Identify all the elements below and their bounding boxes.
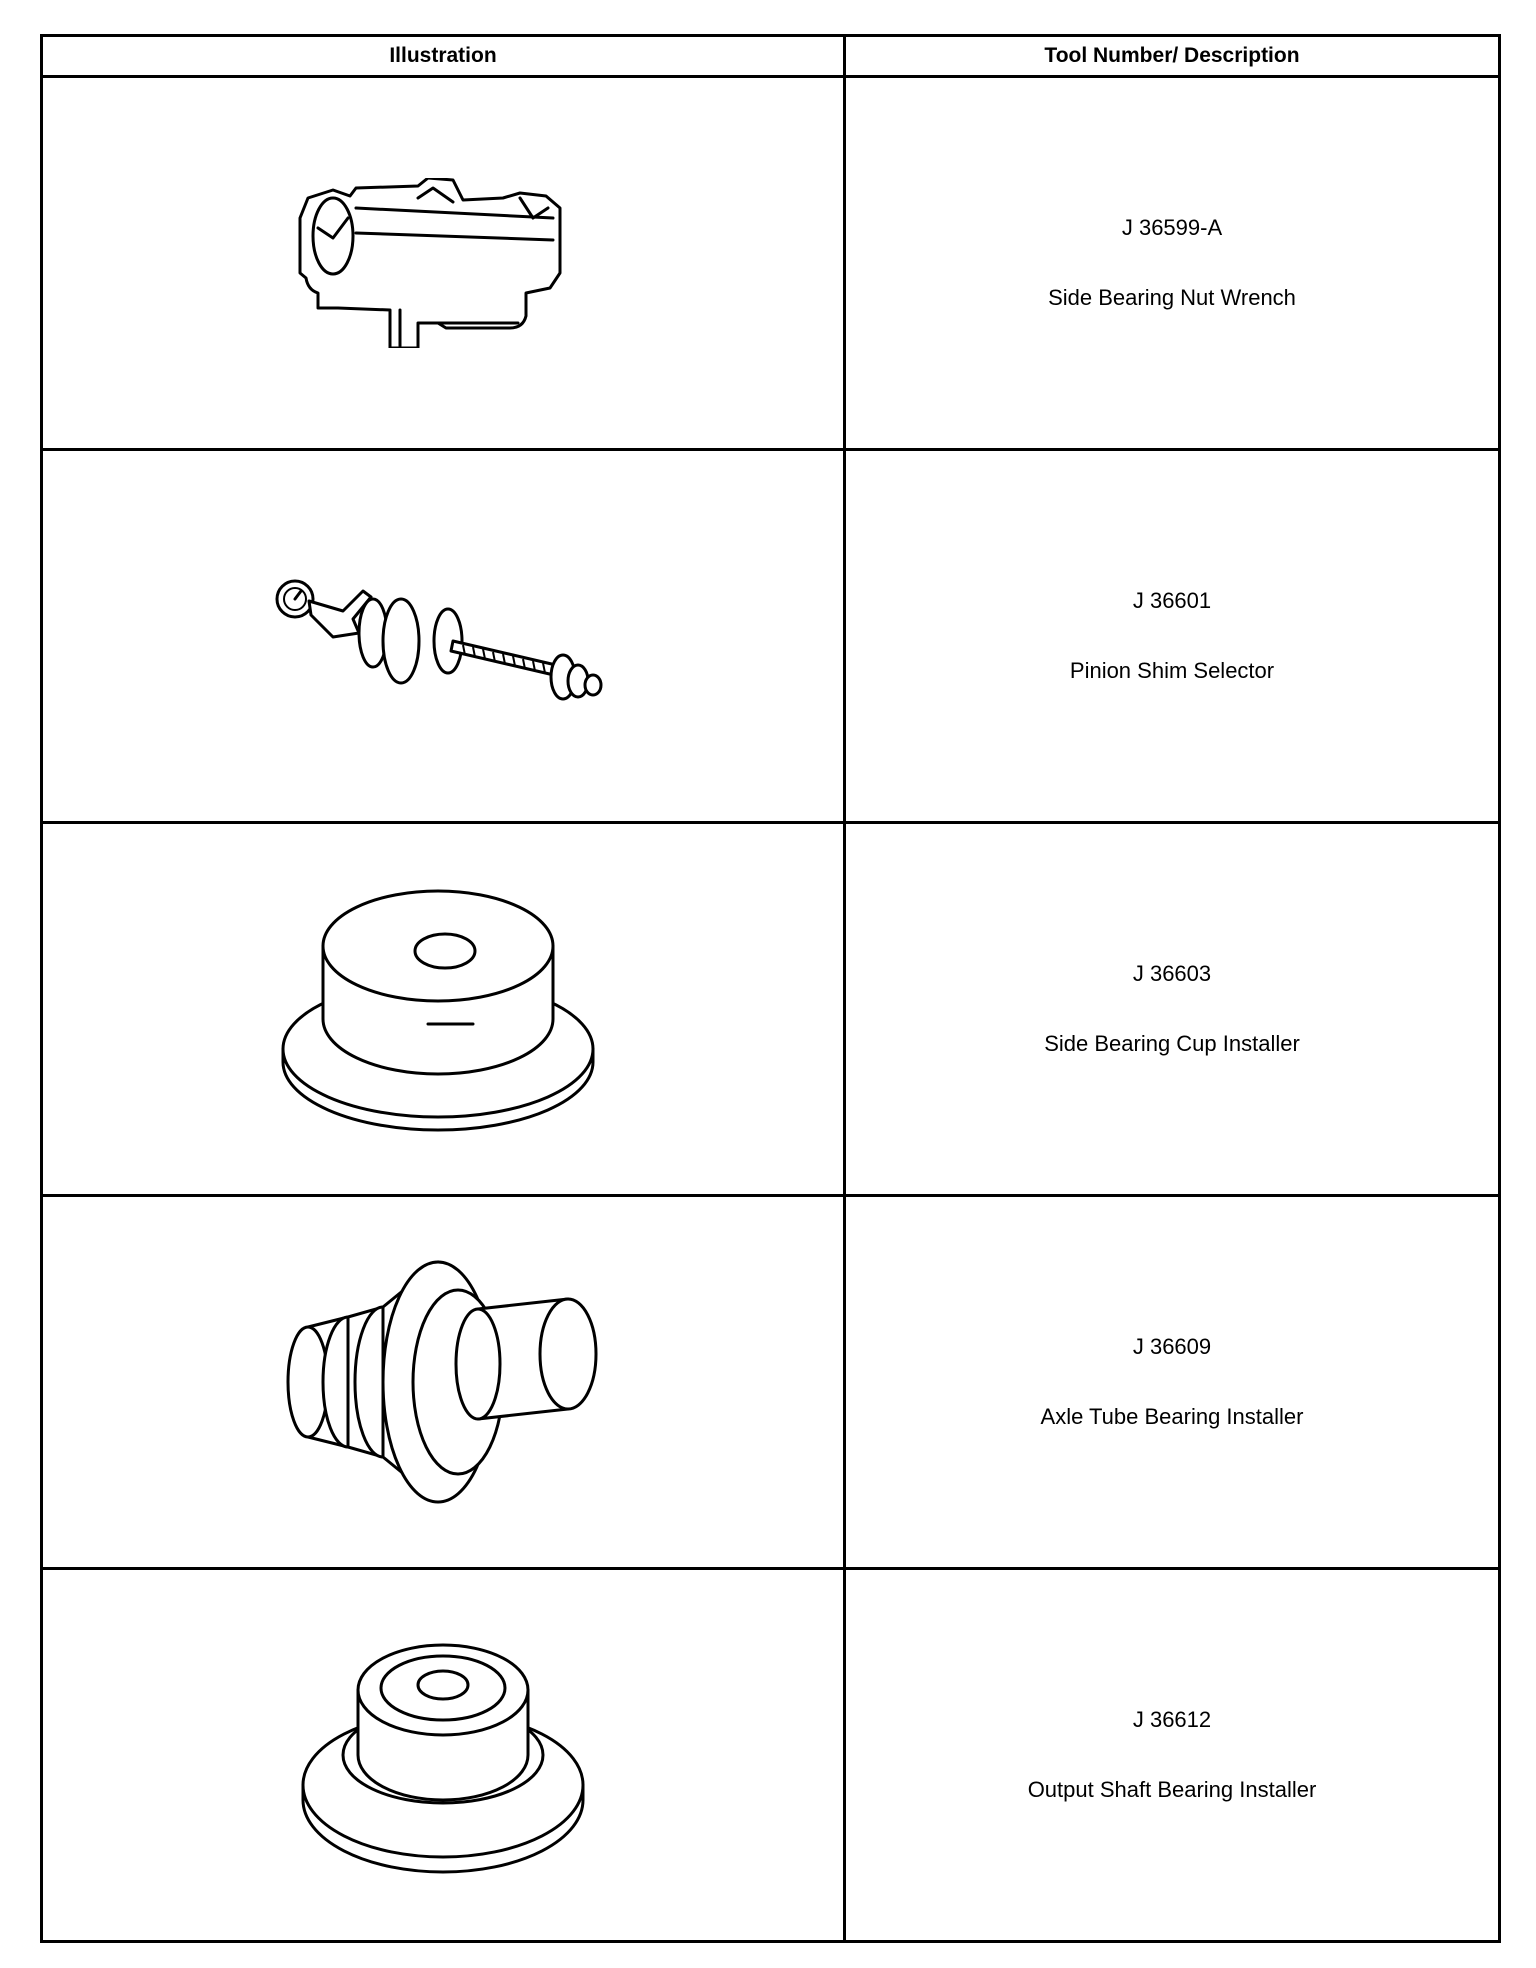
header-illustration: Illustration bbox=[42, 36, 845, 77]
tool-description: Output Shaft Bearing Installer bbox=[1027, 1777, 1317, 1802]
illustration-cell bbox=[42, 450, 845, 823]
tool-cell bbox=[845, 1569, 1500, 1942]
tool-description: Side Bearing Nut Wrench bbox=[1048, 285, 1296, 310]
tool-number: J 36609 bbox=[1132, 1334, 1212, 1359]
special-tools-table bbox=[40, 34, 1501, 1943]
table-row bbox=[42, 77, 1500, 450]
side-bearing-nut-wrench-illustration bbox=[278, 178, 608, 348]
tool-number: J 36599-A bbox=[1121, 215, 1223, 240]
tool-description: Axle Tube Bearing Installer bbox=[1040, 1404, 1304, 1429]
illustration-cell bbox=[42, 1569, 845, 1942]
illustration-cell bbox=[42, 823, 845, 1196]
tool-description: Side Bearing Cup Installer bbox=[1044, 1031, 1300, 1056]
table-row bbox=[42, 1569, 1500, 1942]
output-shaft-bearing-installer-illustration bbox=[293, 1630, 593, 1880]
table-row bbox=[42, 823, 1500, 1196]
table-header-row bbox=[42, 36, 1500, 77]
tool-number: J 36612 bbox=[1132, 1707, 1212, 1732]
pinion-shim-selector-illustration bbox=[273, 571, 613, 701]
tool-cell bbox=[845, 823, 1500, 1196]
axle-tube-bearing-installer-illustration bbox=[278, 1257, 608, 1507]
table-row bbox=[42, 1196, 1500, 1569]
tool-cell bbox=[845, 1196, 1500, 1569]
tool-description: Pinion Shim Selector bbox=[1069, 658, 1275, 683]
tool-cell bbox=[845, 450, 1500, 823]
illustration-cell bbox=[42, 1196, 845, 1569]
table-row bbox=[42, 450, 1500, 823]
header-tool-description: Tool Number/ Description bbox=[845, 36, 1500, 77]
side-bearing-cup-installer-illustration bbox=[278, 884, 608, 1134]
tool-number: J 36603 bbox=[1132, 961, 1212, 986]
tool-number: J 36601 bbox=[1132, 588, 1212, 613]
illustration-cell bbox=[42, 77, 845, 450]
tool-cell bbox=[845, 77, 1500, 450]
